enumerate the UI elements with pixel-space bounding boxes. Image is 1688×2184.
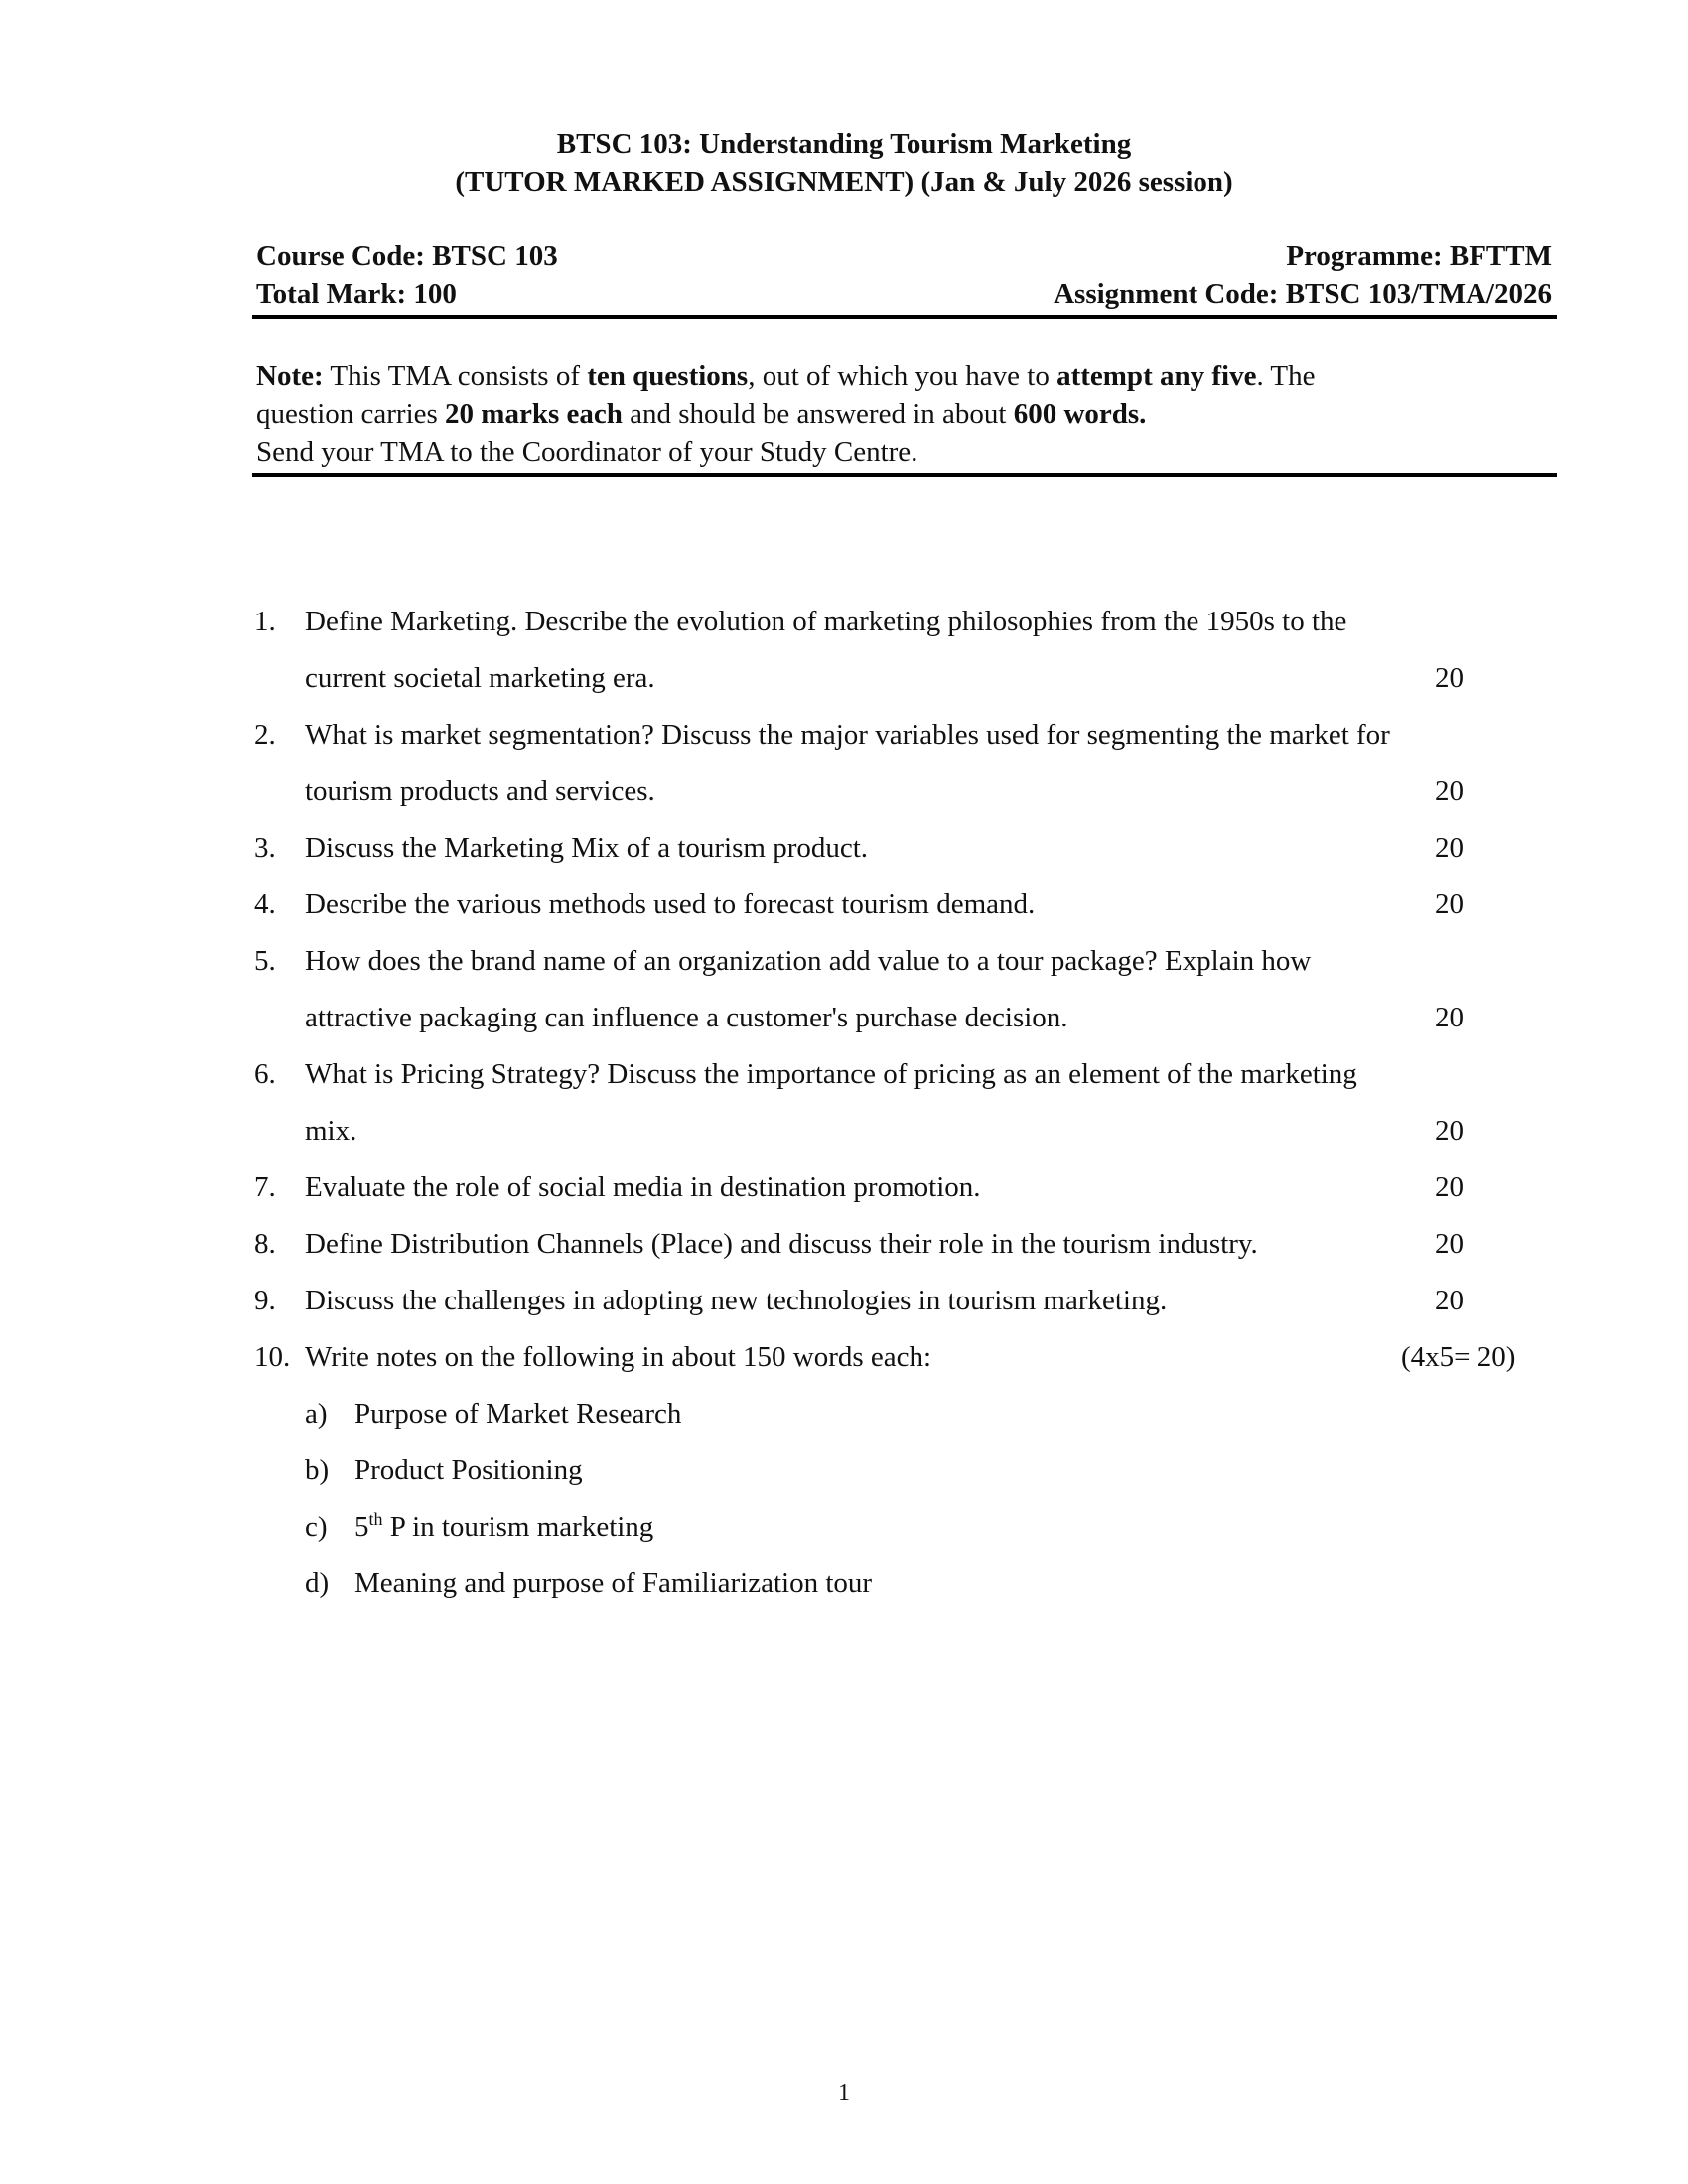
question-number: 4.: [254, 888, 276, 920]
question-number: 3.: [254, 832, 276, 864]
question-number: 1.: [254, 606, 276, 637]
note-emphasis: 600 words.: [1013, 398, 1147, 430]
superscript: th: [368, 1509, 383, 1529]
question-marks: 20: [1435, 1171, 1464, 1203]
note-line-1: [256, 357, 1316, 395]
sub-item-text: Meaning and purpose of Familiarization tour: [354, 1568, 873, 1599]
question-marks: 20: [1435, 775, 1464, 807]
note-emphasis: attempt any five: [1056, 360, 1257, 392]
page-number: 1: [838, 2080, 850, 2106]
question-text: What is Pricing Strategy? Discuss the importance of pricing as an element of the marketing: [305, 1058, 1357, 1090]
question-marks: 20: [1435, 1115, 1464, 1147]
document-subtitle: (TUTOR MARKED ASSIGNMENT) (Jan & July 2026 session): [455, 166, 1233, 198]
note-text: question carries: [256, 398, 446, 430]
sub-item-letter: c): [305, 1511, 328, 1543]
question-marks: 20: [1435, 832, 1464, 864]
document-title: BTSC 103: Understanding Tourism Marketing: [556, 128, 1132, 160]
question-number: 6.: [254, 1058, 276, 1090]
question-marks: 20: [1435, 1285, 1464, 1316]
sub-item-letter: d): [305, 1568, 330, 1599]
sub-item-text: Product Positioning: [354, 1454, 583, 1486]
course-code: Course Code: BTSC 103: [256, 240, 558, 272]
question-number: 7.: [254, 1171, 276, 1203]
question-text: Define Distribution Channels (Place) and discuss their role in the tourism industry.: [305, 1228, 1258, 1260]
question-number: 9.: [254, 1285, 276, 1316]
question-text-continued: tourism products and services.: [305, 775, 655, 807]
note-text: , out of which you have to: [748, 360, 1057, 392]
question-marks: 20: [1435, 1002, 1464, 1033]
programme: Programme: BFTTM: [1286, 240, 1552, 272]
sub-item-prefix: 5: [354, 1511, 369, 1543]
question-text-continued: mix.: [305, 1115, 357, 1147]
sub-item-text: Purpose of Market Research: [354, 1398, 682, 1430]
assignment-code: Assignment Code: BTSC 103/TMA/2026: [1054, 278, 1552, 310]
question-text-continued: attractive packaging can influence a customer's purchase decision.: [305, 1002, 1068, 1033]
header-divider: [252, 315, 1557, 319]
question-text-continued: current societal marketing era.: [305, 662, 655, 694]
sub-item-text: P in tourism marketing: [382, 1511, 654, 1543]
sub-item-letter: b): [305, 1454, 330, 1486]
total-mark: Total Mark: 100: [256, 278, 457, 310]
question-text: Define Marketing. Describe the evolution of marketing philosophies from the 1950s to the: [305, 606, 1347, 637]
note-text: . The: [1256, 360, 1316, 392]
note-text: and should be answered in about: [622, 398, 1014, 430]
note-emphasis: ten questions: [587, 360, 749, 392]
question-number: 8.: [254, 1228, 276, 1260]
question-text: What is market segmentation? Discuss the major variables used for segmenting the market for: [305, 719, 1390, 751]
question-number: 10.: [254, 1341, 291, 1373]
question-text: Write notes on the following in about 150 words each:: [305, 1341, 932, 1373]
question-text: Evaluate the role of social media in destination promotion.: [305, 1171, 981, 1203]
question-marks: (4x5= 20): [1401, 1341, 1516, 1373]
question-text: Discuss the challenges in adopting new technologies in tourism marketing.: [305, 1285, 1168, 1316]
question-marks: 20: [1435, 888, 1464, 920]
question-text: How does the brand name of an organization add value to a tour package? Explain how: [305, 945, 1312, 977]
question-number: 5.: [254, 945, 276, 977]
sub-item-letter: a): [305, 1398, 328, 1430]
sub-item-text-with-superscript: [354, 1507, 653, 1547]
question-number: 2.: [254, 719, 276, 751]
note-line-2: [256, 395, 1146, 433]
question-marks: 20: [1435, 1228, 1464, 1260]
note-divider: [252, 473, 1557, 477]
question-text: Describe the various methods used to forecast tourism demand.: [305, 888, 1036, 920]
question-marks: 20: [1435, 662, 1464, 694]
note-line-3: Send your TMA to the Coordinator of your Study Centre.: [256, 436, 918, 468]
question-text: Discuss the Marketing Mix of a tourism product.: [305, 832, 869, 864]
note-text: This TMA consists of: [323, 360, 588, 392]
note-label: Note:: [256, 360, 324, 392]
note-emphasis: 20 marks each: [445, 398, 623, 430]
